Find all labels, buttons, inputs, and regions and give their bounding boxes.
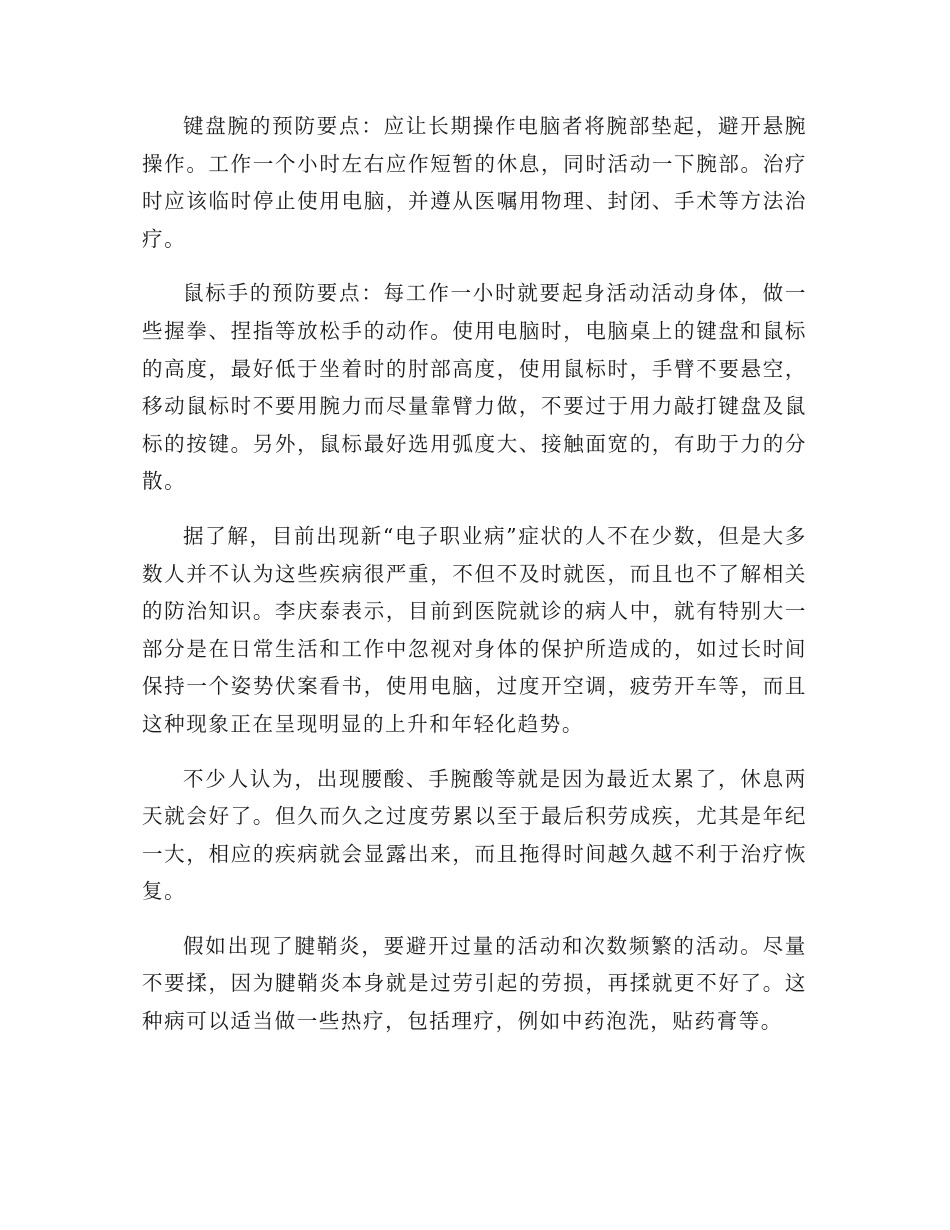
document-body	[142, 108, 807, 1058]
paragraph-tenosynovitis-advice: 假如出现了腱鞘炎，要避开过量的活动和次数频繁的活动。尽量不要揉，因为腱鞘炎本身就是过劳引起的劳损，再揉就更不好了。这种病可以适当做一些热疗，包括理疗，例如中药泡洗，贴药膏等。	[142, 933, 807, 1034]
paragraph-electronic-occupational-disease: 据了解，目前出现新“电子职业病”症状的人不在少数，但是大多数人并不认为这些疾病很严重，不但不及时就医，而且也不了解相关的防治知识。李庆泰表示，目前到医院就诊的病人中，就有特别大一部分是在日常生活和工作中忽视对身体的保护所造成的，如过长时间保持一个姿势伏案看书，使用电脑，过度开空调，疲劳开车等，而且这种现象正在呈现明显的上升和年轻化趋势。	[142, 523, 807, 736]
paragraph-overwork-fatigue: 不少人认为，出现腰酸、手腕酸等就是因为最近太累了，休息两天就会好了。但久而久之过度劳累以至于最后积劳成疾，尤其是年纪一大，相应的疾病就会显露出来，而且拖得时间越久越不利于治疗恢复。	[142, 766, 807, 904]
paragraph-mouse-hand-prevention: 鼠标手的预防要点：每工作一小时就要起身活动活动身体，做一些握拳、捏指等放松手的动作。使用电脑时，电脑桌上的键盘和鼠标的高度，最好低于坐着时的肘部高度，使用鼠标时，手臂不要悬空，移动鼠标时不要用腕力而尽量靠臂力做，不要过于用力敲打键盘及鼠标的按键。另外，鼠标最好选用弧度大、接触面宽的，有助于力的分散。	[142, 281, 807, 494]
paragraph-keyboard-wrist-prevention: 键盘腕的预防要点：应让长期操作电脑者将腕部垫起，避开悬腕操作。工作一个小时左右应作短暂的休息，同时活动一下腕部。治疗时应该临时停止使用电脑，并遵从医嘱用物理、封闭、手术等方法治疗。	[142, 114, 807, 251]
